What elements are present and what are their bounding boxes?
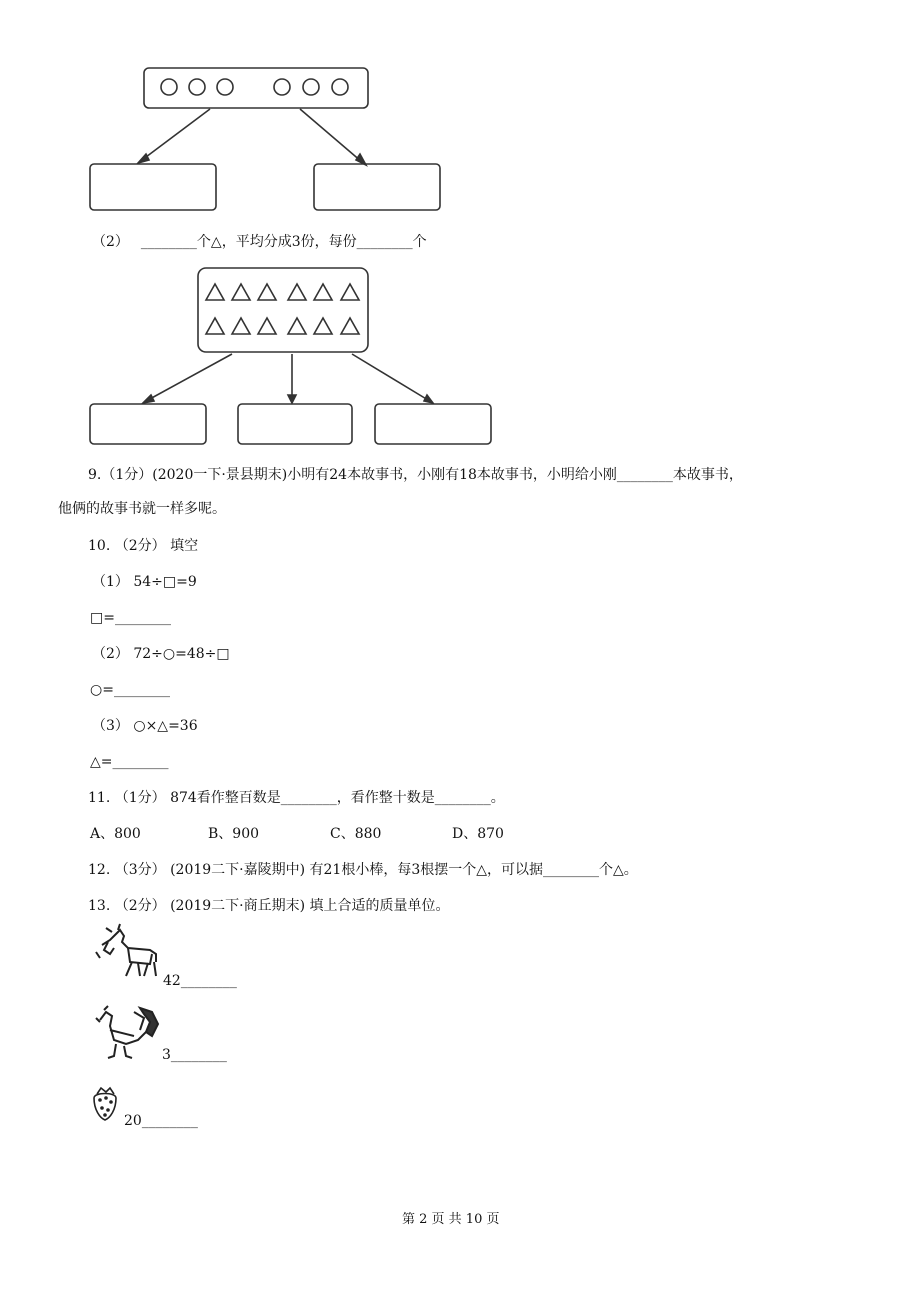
q10-sub2-question: （2） 72÷○=48÷□ [92,646,230,662]
q8-sub2-text: ________个△，平均分成3份，每份________个 [140,234,427,250]
strawberry-answer: 20________ [124,1113,198,1129]
circle-5 [303,79,319,95]
q13-header: 13. （2分） (2019二下·商丘期末) 填上合适的质量单位。 [88,898,450,914]
triangle-row-1 [206,284,359,300]
arrow-1 [148,354,232,400]
arrow-left [142,109,210,160]
goat-answer: 42________ [163,973,237,989]
q10-header: 10. （2分） 填空 [88,538,199,554]
q10-sub2-answer: ○=________ [90,682,170,698]
group-box-3 [375,404,491,444]
rooster-image [96,1006,158,1058]
goat-image [96,924,156,976]
q11-option-d[interactable]: D、870 [452,826,504,842]
circles-diagram [90,68,440,210]
q10-sub1-question: （1） 54÷□=9 [92,574,197,590]
q11-header: 11. （1分） 874看作整百数是________，看作整十数是________。 [88,790,505,806]
q8-sub2-num: （2） [92,234,129,250]
q9-line1: 9.（1分）(2020一下·景县期末)小明有24本故事书，小刚有18本故事书，小明给小刚________本故事书， [88,467,743,483]
triangles-diagram [90,268,491,444]
q11-option-c[interactable]: C、880 [330,826,382,842]
triangle-row-2 [206,318,359,334]
page-footer: 第 2 页 共 10 页 [402,1212,500,1227]
circle-4 [274,79,290,95]
group-box-2 [238,404,352,444]
arrow-2-head [288,395,296,403]
q10-sub3-question: （3） ○×△=36 [92,718,198,734]
arrow-3-head [424,395,433,403]
q11-option-b[interactable]: B、900 [208,826,260,842]
arrow-1-head [143,395,154,403]
arrow-right [300,109,362,162]
answer-box-left [90,164,216,210]
arrow-3 [352,354,428,400]
answer-box-right [314,164,440,210]
rooster-answer: 3________ [162,1047,227,1063]
q10-sub1-answer: □=________ [90,610,171,626]
q8-sub2 [92,233,427,251]
triangles-box [198,268,368,352]
circle-6 [332,79,348,95]
circle-1 [161,79,177,95]
arrow-left-head [138,154,149,163]
circle-2 [189,79,205,95]
q12-text: 12. （3分） (2019二下·嘉陵期中) 有21根小棒，每3根摆一个△，可以据________个△。 [88,862,638,878]
group-box-1 [90,404,206,444]
q9-line2: 他俩的故事书就一样多呢。 [58,501,226,517]
q10-sub3-answer: △=________ [90,754,169,770]
strawberry-image [94,1088,116,1120]
q11-option-a[interactable]: A、800 [90,826,141,842]
circle-3 [217,79,233,95]
